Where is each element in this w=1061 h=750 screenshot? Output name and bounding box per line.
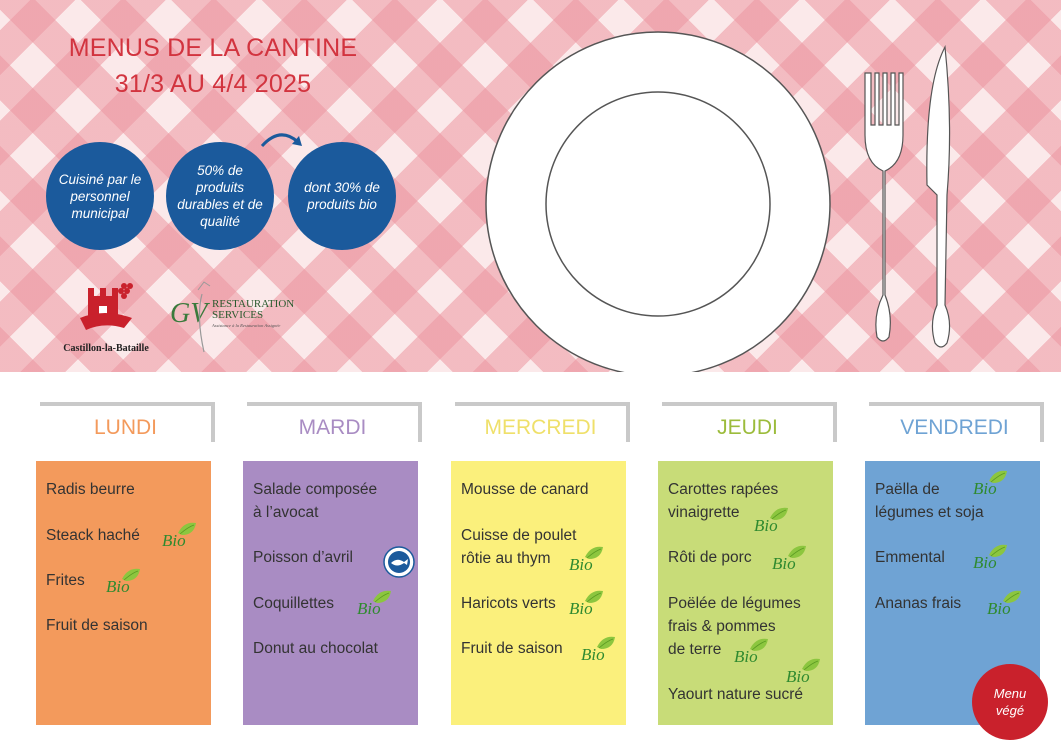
svg-text:Bio: Bio — [772, 554, 796, 572]
menu-item: Mousse de canard — [461, 481, 589, 498]
menu-item: Ananas frais — [875, 595, 962, 612]
page-title — [58, 30, 368, 102]
bio-leaf-icon — [162, 521, 198, 554]
menu-card-mercredi — [451, 461, 626, 725]
svg-text:Bio: Bio — [754, 516, 778, 534]
menu-item: légumes et soja — [875, 504, 984, 521]
bio-leaf-icon — [973, 469, 1009, 502]
tab-jeudi: JEUDI — [662, 402, 837, 442]
fork-knife-icon — [855, 45, 965, 355]
bio-leaf-icon — [357, 589, 393, 622]
svg-text:Bio: Bio — [106, 577, 130, 595]
menu-item: Frites — [46, 572, 85, 589]
bio-leaf-icon — [754, 506, 790, 539]
menu-item: à l’avocat — [253, 504, 319, 521]
menu-item: Salade composée — [253, 481, 378, 498]
svg-text:GV: GV — [170, 298, 208, 329]
bio-leaf-icon — [772, 544, 808, 577]
tab-mercredi: MERCREDI — [455, 402, 630, 442]
gingham-header — [0, 0, 1061, 372]
menu-item: Fruit de saison — [461, 640, 563, 657]
menu-item: Poisson d’avril — [253, 549, 353, 566]
menu-item: Yaourt nature sucré — [668, 686, 803, 703]
badge-bio: dont 30% de produits bio — [288, 142, 396, 250]
badge-homemade: Cuisiné par le personnel municipal — [46, 142, 154, 250]
menu-card-mardi — [243, 461, 418, 725]
menu-item: rôtie au thym — [461, 550, 551, 567]
tab-mardi: MARDI — [247, 402, 422, 442]
menu-item: Carottes rapées — [668, 481, 779, 498]
bio-leaf-icon — [734, 637, 770, 670]
menu-item: Fruit de saison — [46, 617, 148, 634]
svg-text:Bio: Bio — [973, 553, 997, 571]
title-line-2: 31/3 AU 4/4 2025 — [114, 70, 312, 98]
caterer-tagline: Assistance à la Restauration Assignée — [212, 323, 281, 328]
menu-item: frais & pommes — [668, 618, 776, 635]
menu-item: Steack haché — [46, 527, 140, 544]
bio-leaf-icon — [973, 543, 1009, 576]
svg-text:Bio: Bio — [162, 531, 186, 549]
svg-text:Bio: Bio — [734, 647, 758, 665]
sustainable-fishing-label-icon — [383, 546, 415, 578]
svg-text:Bio: Bio — [786, 667, 810, 685]
svg-text:Bio: Bio — [357, 599, 381, 617]
menu-card-jeudi — [658, 461, 833, 725]
svg-text:Bio: Bio — [569, 555, 593, 573]
town-logo: Castillon-la-Bataille — [50, 278, 162, 354]
menu-item: Poëlée de légumes — [668, 595, 801, 612]
badge-quality: 50% de produits durables et de qualité — [166, 142, 274, 250]
bio-leaf-icon — [786, 657, 822, 690]
svg-text:Bio: Bio — [569, 599, 593, 617]
menu-item: Rôti de porc — [668, 549, 752, 566]
tab-vendredi: VENDREDI — [869, 402, 1044, 442]
svg-text:Bio: Bio — [973, 479, 997, 497]
bio-leaf-icon — [569, 545, 605, 578]
menu-item: vinaigrette — [668, 504, 740, 521]
menu-item: Coquillettes — [253, 595, 334, 612]
svg-text:Bio: Bio — [581, 645, 605, 663]
menu-item: Cuisse de poulet — [461, 527, 577, 544]
menu-item: Donut au chocolat — [253, 640, 378, 657]
castle-icon — [74, 278, 138, 336]
caterer-logo-icon — [168, 276, 214, 354]
curved-arrow-icon — [258, 126, 308, 154]
menu-item: Haricots verts — [461, 595, 556, 612]
plate-illustration — [480, 8, 840, 372]
menu-item: Radis beurre — [46, 481, 135, 498]
tab-lundi: LUNDI — [40, 402, 215, 442]
menu-item: de terre — [668, 641, 722, 658]
menu-card-lundi — [36, 461, 211, 725]
caterer-name: RESTAURATION SERVICES — [212, 298, 295, 321]
vegetarian-menu-badge: Menu végé — [972, 664, 1048, 740]
bio-leaf-icon — [987, 589, 1023, 622]
bio-leaf-icon — [106, 567, 142, 600]
menu-item: Paëlla de — [875, 481, 940, 498]
bio-leaf-icon — [569, 589, 605, 622]
menu-item: Emmental — [875, 549, 945, 566]
svg-text:Bio: Bio — [987, 599, 1011, 617]
bio-leaf-icon — [581, 635, 617, 668]
title-line-1: MENUS DE LA CANTINE — [68, 34, 358, 62]
